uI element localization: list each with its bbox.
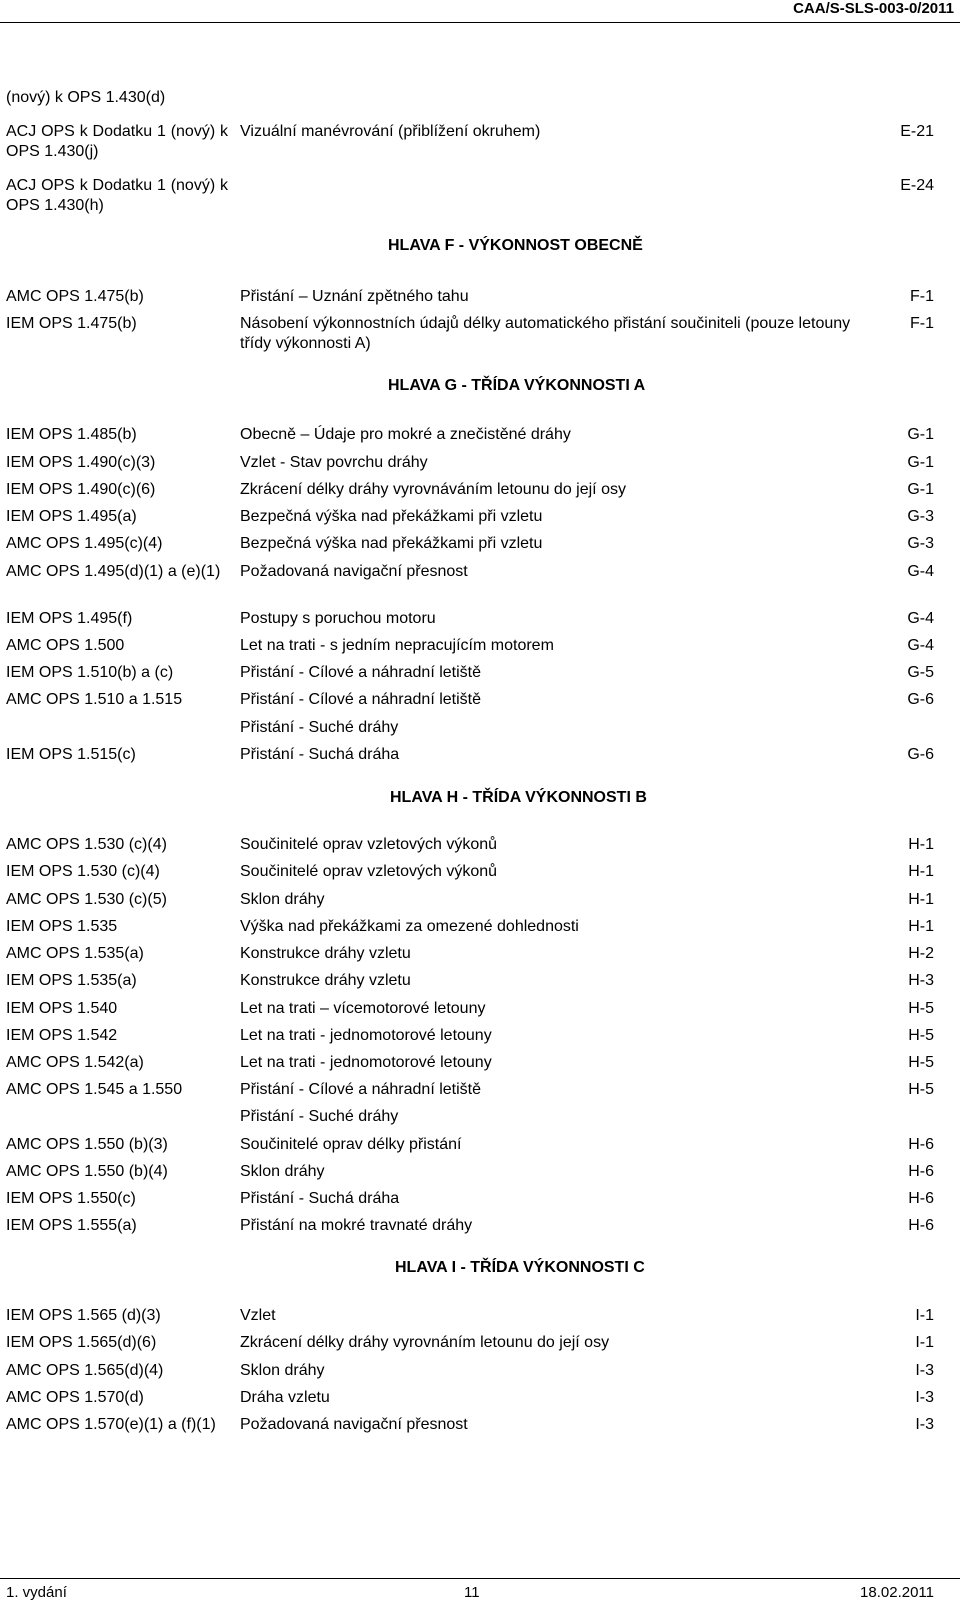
page-ref: F-1 bbox=[910, 288, 934, 305]
entry-title: Konstrukce dráhy vzletu bbox=[240, 945, 411, 962]
entry-title: Dráha vzletu bbox=[240, 1389, 330, 1406]
entry-title: Postupy s poruchou motoru bbox=[240, 610, 436, 627]
page-ref: I-1 bbox=[915, 1334, 934, 1351]
entry-title: Přistání - Cílové a náhradní letiště bbox=[240, 664, 482, 681]
entry-title: Přistání – Uznání zpětného tahu bbox=[240, 288, 469, 305]
page-ref: G-4 bbox=[907, 563, 934, 580]
page-ref: G-6 bbox=[907, 746, 934, 763]
reference-code: AMC OPS 1.545 a 1.550 bbox=[6, 1081, 183, 1098]
entry-title: Požadovaná navigační přesnost bbox=[240, 1416, 468, 1433]
reference-code: AMC OPS 1.495(c)(4) bbox=[6, 535, 163, 552]
entry-title: Přistání na mokré travnaté dráhy bbox=[240, 1217, 473, 1234]
entry-title: Součinitelé oprav délky přistání bbox=[240, 1136, 462, 1153]
page-ref: H-3 bbox=[908, 972, 934, 989]
page-ref: G-1 bbox=[907, 481, 934, 498]
page-ref: G-3 bbox=[907, 508, 934, 525]
page-ref: H-1 bbox=[908, 918, 934, 935]
page-ref: H-6 bbox=[908, 1190, 934, 1207]
reference-code: IEM OPS 1.495(f) bbox=[6, 610, 133, 627]
entry-title: Let na trati - jednomotorové letouny bbox=[240, 1054, 492, 1071]
entry-title: Výška nad překážkami za omezené dohlednosti bbox=[240, 918, 579, 935]
reference-code: AMC OPS 1.530 (c)(4) bbox=[6, 836, 167, 853]
entry-title: Násobení výkonnostních údajů délky automatického přistání součiniteli (pouze letouny třídy výkonnosti A) bbox=[240, 315, 851, 352]
entry-title: Přistání - Suchá dráha bbox=[240, 1190, 400, 1207]
page-ref: G-1 bbox=[907, 454, 934, 471]
reference-code: IEM OPS 1.550(c) bbox=[6, 1190, 136, 1207]
entry-title: Přistání - Cílové a náhradní letiště bbox=[240, 691, 482, 708]
entry-title: Bezpečná výška nad překážkami při vzletu bbox=[240, 535, 543, 552]
edition-label: 1. vydání bbox=[6, 1584, 67, 1601]
reference-code: AMC OPS 1.570(e)(1) a (f)(1) bbox=[6, 1416, 216, 1433]
page-ref: I-1 bbox=[915, 1307, 934, 1324]
reference-code: IEM OPS 1.535 bbox=[6, 918, 118, 935]
page-ref: I-3 bbox=[915, 1362, 934, 1379]
page-ref: E-24 bbox=[900, 177, 934, 194]
entry-title: Vizuální manévrování (přiblížení okruhem) bbox=[240, 123, 541, 140]
reference-code: IEM OPS 1.535(a) bbox=[6, 972, 137, 989]
page-ref: H-5 bbox=[908, 1027, 934, 1044]
reference-code: AMC OPS 1.475(b) bbox=[6, 288, 144, 305]
entry-title: Konstrukce dráhy vzletu bbox=[240, 972, 411, 989]
reference-code: IEM OPS 1.542 bbox=[6, 1027, 118, 1044]
page-ref: G-4 bbox=[907, 637, 934, 654]
reference-code: ACJ OPS k Dodatku 1 (nový) k OPS 1.430(j) bbox=[6, 123, 228, 160]
reference-code: IEM OPS 1.540 bbox=[6, 1000, 118, 1017]
reference-code: AMC OPS 1.495(d)(1) a (e)(1) bbox=[6, 563, 221, 580]
entry-title: Přistání - Suché dráhy bbox=[240, 719, 399, 736]
footer-rule bbox=[0, 1578, 960, 1579]
page-ref: H-6 bbox=[908, 1217, 934, 1234]
reference-code: IEM OPS 1.565 (d)(3) bbox=[6, 1307, 161, 1324]
reference-code: AMC OPS 1.550 (b)(4) bbox=[6, 1163, 168, 1180]
reference-code: AMC OPS 1.510 a 1.515 bbox=[6, 691, 183, 708]
page-ref: G-1 bbox=[907, 426, 934, 443]
page-ref: E-21 bbox=[900, 123, 934, 140]
page-ref: G-5 bbox=[907, 664, 934, 681]
reference-code: IEM OPS 1.490(c)(6) bbox=[6, 481, 156, 498]
page-ref: H-5 bbox=[908, 1081, 934, 1098]
reference-code: AMC OPS 1.530 (c)(5) bbox=[6, 891, 167, 908]
header-rule bbox=[0, 22, 960, 23]
entry-title: Let na trati – vícemotorové letouny bbox=[240, 1000, 486, 1017]
page-footer bbox=[0, 1578, 960, 1604]
page-header bbox=[0, 0, 960, 24]
entry-title: Součinitelé oprav vzletových výkonů bbox=[240, 863, 498, 880]
page-ref: H-1 bbox=[908, 891, 934, 908]
reference-code: IEM OPS 1.495(a) bbox=[6, 508, 137, 525]
entry-title: Obecně – Údaje pro mokré a znečistěné dráhy bbox=[240, 426, 571, 443]
entry-title: Sklon dráhy bbox=[240, 1362, 325, 1379]
entry-title: Přistání - Cílové a náhradní letiště bbox=[240, 1081, 482, 1098]
entry-title: Sklon dráhy bbox=[240, 1163, 325, 1180]
entry-title: Zkrácení délky dráhy vyrovnáváním letounu do její osy bbox=[240, 481, 626, 498]
document-code: CAA/S-SLS-003-0/2011 bbox=[793, 0, 954, 17]
page-ref: G-6 bbox=[907, 691, 934, 708]
page-number: 11 bbox=[464, 1584, 480, 1601]
page-ref: H-5 bbox=[908, 1054, 934, 1071]
page-ref: H-6 bbox=[908, 1136, 934, 1153]
entry-title: Požadovaná navigační přesnost bbox=[240, 563, 468, 580]
reference-code: IEM OPS 1.530 (c)(4) bbox=[6, 863, 160, 880]
page-ref: F-1 bbox=[910, 315, 934, 332]
page-ref: H-1 bbox=[908, 836, 934, 853]
entry-title: Součinitelé oprav vzletových výkonů bbox=[240, 836, 498, 853]
reference-code: AMC OPS 1.565(d)(4) bbox=[6, 1362, 164, 1379]
reference-code: AMC OPS 1.570(d) bbox=[6, 1389, 144, 1406]
entry-title: Vzlet bbox=[240, 1307, 276, 1324]
reference-code: AMC OPS 1.542(a) bbox=[6, 1054, 144, 1071]
entry-title: Přistání - Suchá dráha bbox=[240, 746, 400, 763]
entry-title: Přistání - Suché dráhy bbox=[240, 1108, 399, 1125]
page-ref: H-5 bbox=[908, 1000, 934, 1017]
entry-title: Let na trati - jednomotorové letouny bbox=[240, 1027, 492, 1044]
reference-code: IEM OPS 1.510(b) a (c) bbox=[6, 664, 174, 681]
reference-code: AMC OPS 1.550 (b)(3) bbox=[6, 1136, 168, 1153]
reference-code: (nový) k OPS 1.430(d) bbox=[6, 89, 166, 106]
entry-title: Vzlet - Stav povrchu dráhy bbox=[240, 454, 428, 471]
reference-code: IEM OPS 1.485(b) bbox=[6, 426, 137, 443]
page-ref: I-3 bbox=[915, 1389, 934, 1406]
reference-code: IEM OPS 1.555(a) bbox=[6, 1217, 137, 1234]
page-ref: H-6 bbox=[908, 1163, 934, 1180]
entry-title: Sklon dráhy bbox=[240, 891, 325, 908]
section-heading: HLAVA I - TŘÍDA VÝKONNOSTI C bbox=[395, 1259, 645, 1276]
issue-date: 18.02.2011 bbox=[860, 1584, 934, 1601]
entry-title: Bezpečná výška nad překážkami při vzletu bbox=[240, 508, 543, 525]
reference-code: AMC OPS 1.535(a) bbox=[6, 945, 144, 962]
reference-code: IEM OPS 1.515(c) bbox=[6, 746, 136, 763]
reference-code: IEM OPS 1.565(d)(6) bbox=[6, 1334, 157, 1351]
reference-code: IEM OPS 1.490(c)(3) bbox=[6, 454, 156, 471]
page-ref: I-3 bbox=[915, 1416, 934, 1433]
section-heading: HLAVA F - VÝKONNOST OBECNĚ bbox=[388, 237, 643, 254]
page-ref: H-2 bbox=[908, 945, 934, 962]
page-ref: H-1 bbox=[908, 863, 934, 880]
reference-code: IEM OPS 1.475(b) bbox=[6, 315, 137, 332]
entry-title: Zkrácení délky dráhy vyrovnáním letounu do její osy bbox=[240, 1334, 610, 1351]
reference-code: AMC OPS 1.500 bbox=[6, 637, 125, 654]
page-ref: G-4 bbox=[907, 610, 934, 627]
reference-code: ACJ OPS k Dodatku 1 (nový) k OPS 1.430(h) bbox=[6, 177, 228, 214]
page-ref: G-3 bbox=[907, 535, 934, 552]
section-heading: HLAVA H - TŘÍDA VÝKONNOSTI B bbox=[390, 789, 647, 806]
section-heading: HLAVA G - TŘÍDA VÝKONNOSTI A bbox=[388, 377, 646, 394]
entry-title: Let na trati - s jedním nepracujícím motorem bbox=[240, 637, 554, 654]
